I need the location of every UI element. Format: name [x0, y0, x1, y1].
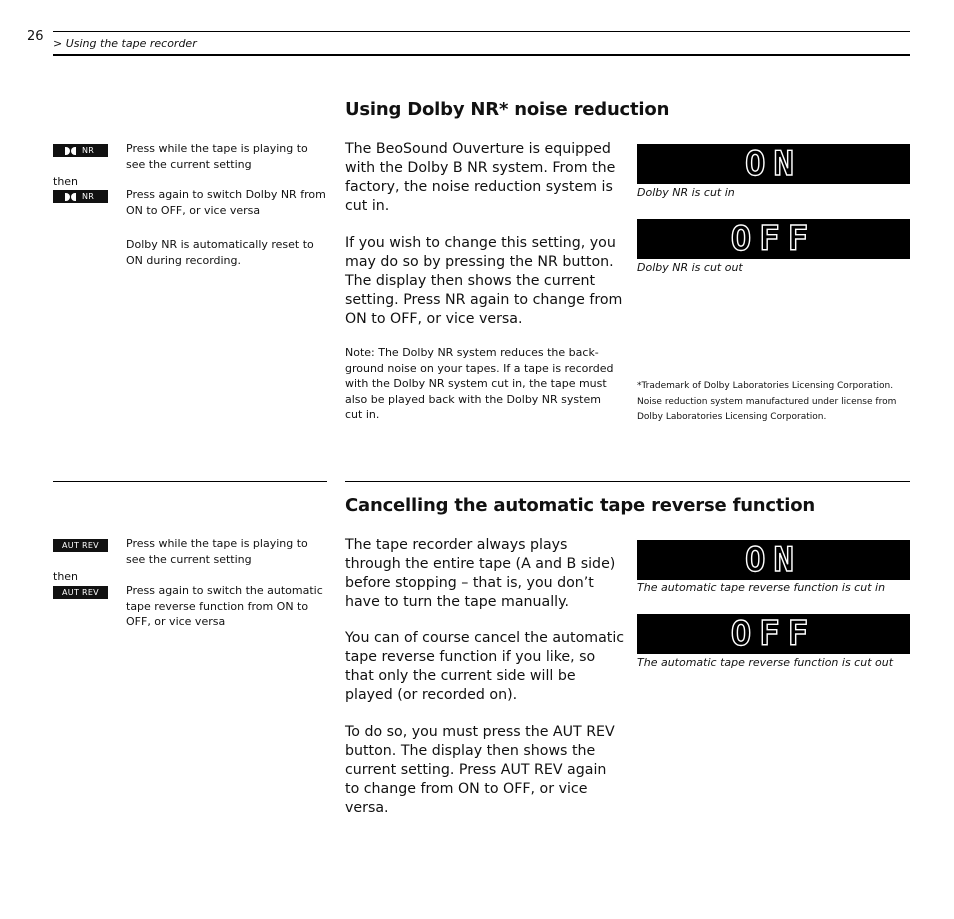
dolby-step-3: Dolby NR is automatically reset to ON during recording. [126, 238, 314, 267]
header-rule-top [53, 31, 910, 32]
aut-rev-paragraph-3: To do so, you must press the AUT REV button. The display then shows the current setting. Press AUT REV again to change from ON to OFF, or vice versa. [345, 724, 615, 816]
nr-button-key-2 [53, 190, 108, 203]
caption-dolby-off: Dolby NR is cut out [637, 261, 743, 274]
then-label: then [53, 175, 79, 188]
aut-rev-button-key-1 [53, 539, 108, 552]
section-rule-left [53, 481, 327, 482]
nr-key-label: NR [82, 146, 95, 155]
aut-rev-paragraph-2: You can of course cancel the automatic tape reverse function if you like, so that only the current side will be played (or recorded on). [345, 630, 625, 703]
aut-rev-key-label: AUT REV [62, 588, 99, 597]
dolby-paragraph-2: If you wish to change this setting, you may do so by pressing the NR button. The display then shows the current setting. Press NR again to change from ON to OFF, or vice versa. [345, 235, 623, 327]
display-aut-rev-on [637, 540, 910, 580]
display-dolby-off [637, 219, 910, 259]
aut-rev-step-2: Press again to switch the automatic tape reverse function from ON to OFF, or vice versa [126, 584, 323, 628]
breadcrumb: > Using the tape recorder [53, 37, 197, 50]
display-text: OFF [730, 614, 817, 654]
display-text: ON [745, 540, 802, 580]
caption-aut-rev-on: The automatic tape reverse function is cut in [637, 581, 886, 594]
section-rule-right [345, 481, 910, 482]
caption-aut-rev-off: The automatic tape reverse function is cut out [637, 656, 894, 669]
page-number: 26 [27, 29, 44, 44]
aut-rev-key-label: AUT REV [62, 541, 99, 550]
section-title-auto-reverse: Cancelling the automatic tape reverse function [345, 495, 816, 516]
header-rule-bottom [53, 54, 910, 56]
dolby-step-2: Press again to switch Dolby NR from ON to OFF, or vice versa [126, 188, 326, 217]
display-text: OFF [730, 219, 817, 259]
display-aut-rev-off [637, 614, 910, 654]
dolby-note: Note: The Dolby NR system reduces the back-ground noise on your tapes. If a tape is recorded with the Dolby NR system cut in, the tape must also be played back with the Dolby NR system cut in. [345, 346, 614, 422]
nr-key-label: NR [82, 192, 95, 201]
aut-rev-paragraph-1: The tape recorder always plays through the entire tape (A and B side) before stopping – that is, you don’t have to turn the tape manually. [345, 537, 616, 610]
dolby-paragraph-1: The BeoSound Ouverture is equipped with the Dolby B NR system. From the factory, the noise reduction system is cut in. [345, 141, 616, 214]
dolby-step-1: Press while the tape is playing to see the current setting [126, 142, 308, 171]
section-title-dolby: Using Dolby NR* noise reduction [345, 99, 670, 120]
aut-rev-step-1: Press while the tape is playing to see the current setting [126, 537, 308, 566]
dolby-double-d-icon [65, 147, 77, 155]
then-label: then [53, 570, 79, 583]
display-text: ON [745, 144, 802, 184]
dolby-footnote: *Trademark of Dolby Laboratories Licensing Corporation. Noise reduction system manufactured under license from Dolby Laboratories Licensing Corporation. [637, 381, 897, 422]
display-dolby-on [637, 144, 910, 184]
caption-dolby-on: Dolby NR is cut in [637, 186, 735, 199]
dolby-double-d-icon [65, 193, 77, 201]
nr-button-key-1 [53, 144, 108, 157]
aut-rev-button-key-2 [53, 586, 108, 599]
